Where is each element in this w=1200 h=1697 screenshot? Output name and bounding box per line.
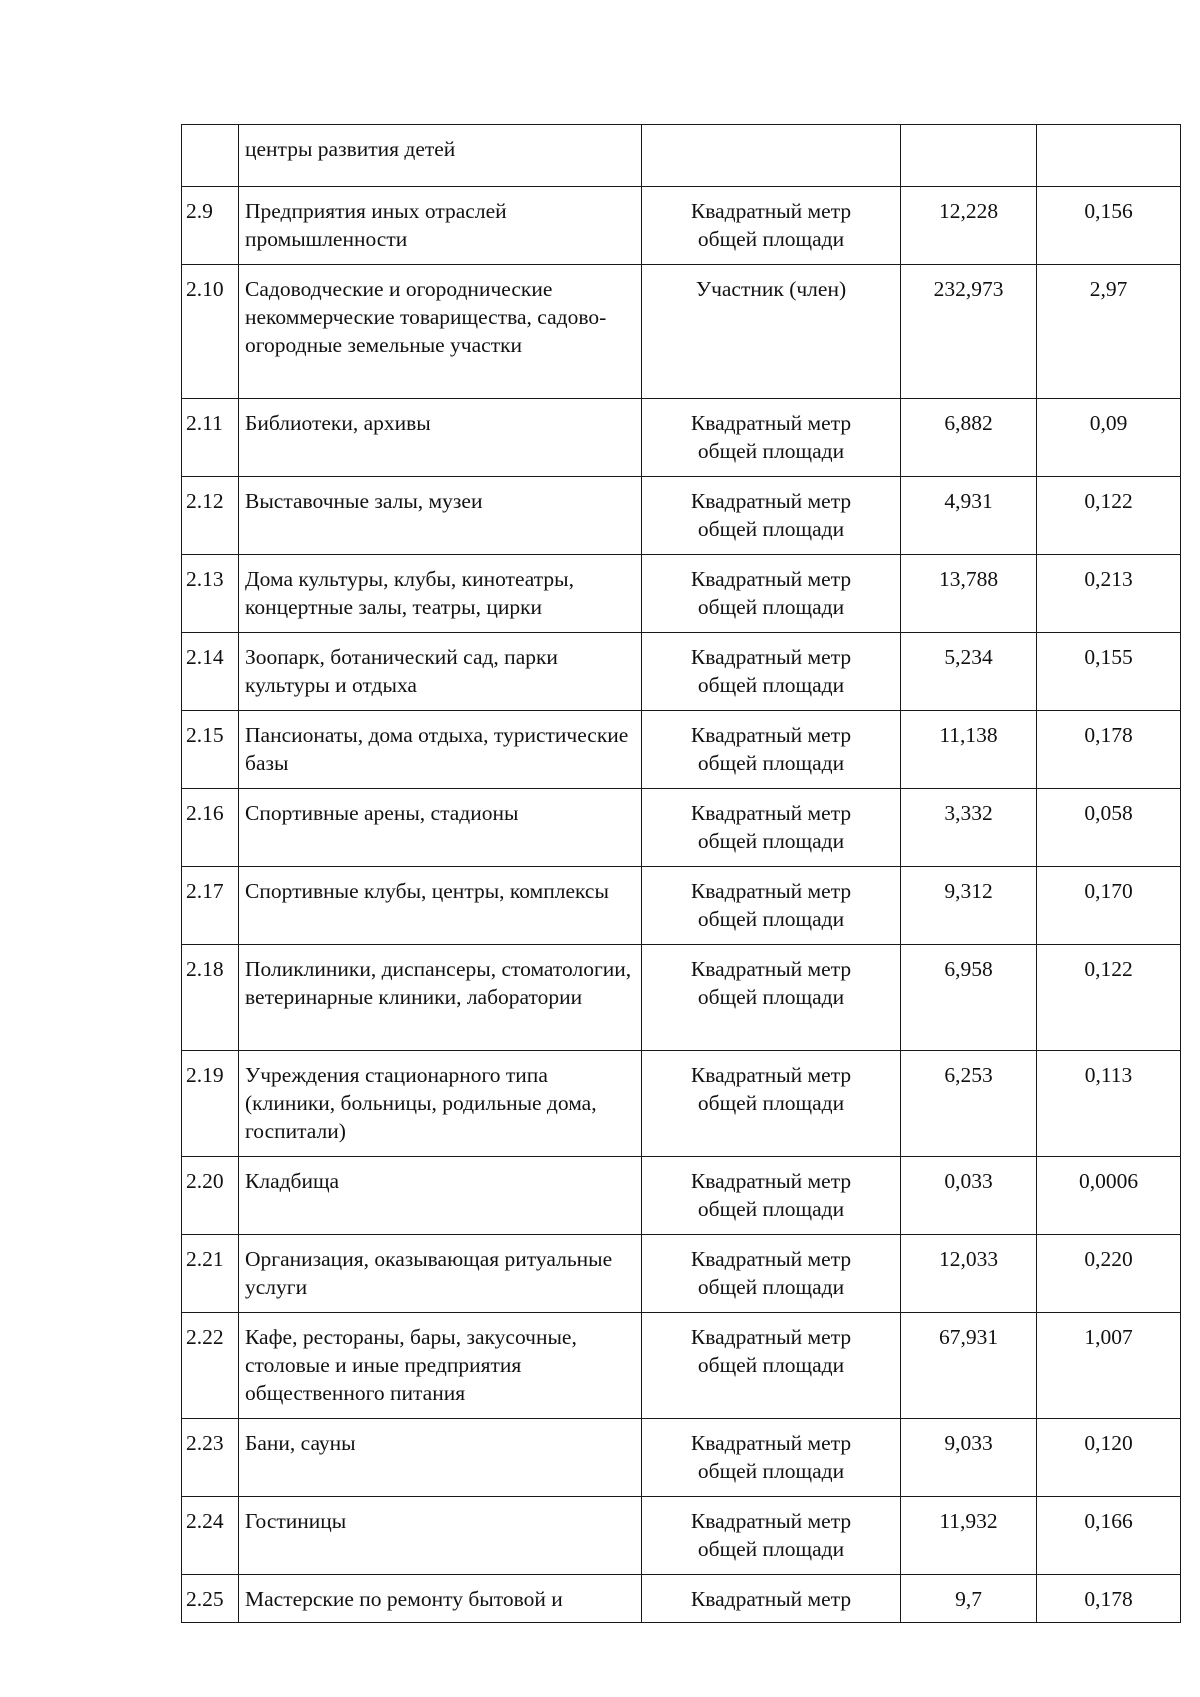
norm-value-cell: 0,170 bbox=[1037, 867, 1181, 945]
norm-value-cell: 0,213 bbox=[1037, 555, 1181, 633]
norms-table-body bbox=[182, 125, 1181, 1623]
unit-of-measure-cell bbox=[642, 125, 901, 187]
norm-value-cell: 0,178 bbox=[1037, 711, 1181, 789]
annual-norm-value-cell: 6,958 bbox=[901, 945, 1037, 1051]
object-name-cell: Библиотеки, архивы bbox=[239, 399, 642, 477]
annual-norm-value-cell: 9,7 bbox=[901, 1575, 1037, 1623]
object-name-cell: Бани, сауны bbox=[239, 1419, 642, 1497]
norms-table bbox=[181, 124, 1181, 1623]
unit-of-measure-cell: Квадратный метр общей площади bbox=[642, 711, 901, 789]
row-number-cell: 2.23 bbox=[182, 1419, 239, 1497]
object-name-cell: Зоопарк, ботанический сад, парки культуры и отдыха bbox=[239, 633, 642, 711]
object-name-cell: Учреждения стационарного типа (клиники, больницы, родильные дома, госпитали) bbox=[239, 1051, 642, 1157]
unit-of-measure-cell: Квадратный метр общей площади bbox=[642, 1235, 901, 1313]
annual-norm-value-cell: 5,234 bbox=[901, 633, 1037, 711]
row-number-cell: 2.19 bbox=[182, 1051, 239, 1157]
annual-norm-value-cell: 232,973 bbox=[901, 265, 1037, 399]
annual-norm-value-cell: 4,931 bbox=[901, 477, 1037, 555]
object-name-cell: Кафе, рестораны, бары, закусочные, столовые и иные предприятия общественного питания bbox=[239, 1313, 642, 1419]
annual-norm-value-cell: 11,932 bbox=[901, 1497, 1037, 1575]
row-number-cell: 2.25 bbox=[182, 1575, 239, 1623]
table-row bbox=[182, 187, 1181, 265]
norm-value-cell: 0,122 bbox=[1037, 945, 1181, 1051]
object-name-cell: Мастерские по ремонту бытовой и bbox=[239, 1575, 642, 1623]
unit-of-measure-cell: Квадратный метр общей площади bbox=[642, 555, 901, 633]
norm-value-cell: 0,155 bbox=[1037, 633, 1181, 711]
row-number-cell: 2.12 bbox=[182, 477, 239, 555]
row-number-cell: 2.20 bbox=[182, 1157, 239, 1235]
row-number-cell: 2.13 bbox=[182, 555, 239, 633]
table-row bbox=[182, 711, 1181, 789]
table-row bbox=[182, 477, 1181, 555]
row-number-cell: 2.11 bbox=[182, 399, 239, 477]
unit-of-measure-cell: Квадратный метр общей площади bbox=[642, 945, 901, 1051]
unit-of-measure-cell: Квадратный метр bbox=[642, 1575, 901, 1623]
table-row bbox=[182, 1235, 1181, 1313]
norm-value-cell: 1,007 bbox=[1037, 1313, 1181, 1419]
annual-norm-value-cell: 9,033 bbox=[901, 1419, 1037, 1497]
annual-norm-value-cell: 6,253 bbox=[901, 1051, 1037, 1157]
norm-value-cell: 0,09 bbox=[1037, 399, 1181, 477]
table-row bbox=[182, 399, 1181, 477]
table-row bbox=[182, 1497, 1181, 1575]
table-row bbox=[182, 1157, 1181, 1235]
table-row bbox=[182, 1051, 1181, 1157]
object-name-cell: Садоводческие и огороднические некоммерческие товарищества, садово-огородные земельные участки bbox=[239, 265, 642, 399]
object-name-cell: Гостиницы bbox=[239, 1497, 642, 1575]
row-number-cell: 2.18 bbox=[182, 945, 239, 1051]
object-name-cell: Спортивные клубы, центры, комплексы bbox=[239, 867, 642, 945]
row-number-cell: 2.10 bbox=[182, 265, 239, 399]
object-name-cell: центры развития детей bbox=[239, 125, 642, 187]
unit-of-measure-cell: Квадратный метр общей площади bbox=[642, 399, 901, 477]
table-row bbox=[182, 945, 1181, 1051]
row-number-cell: 2.14 bbox=[182, 633, 239, 711]
norm-value-cell: 0,113 bbox=[1037, 1051, 1181, 1157]
row-number-cell: 2.24 bbox=[182, 1497, 239, 1575]
table-row bbox=[182, 555, 1181, 633]
annual-norm-value-cell bbox=[901, 125, 1037, 187]
row-number-cell: 2.16 bbox=[182, 789, 239, 867]
table-row bbox=[182, 1575, 1181, 1623]
annual-norm-value-cell: 13,788 bbox=[901, 555, 1037, 633]
table-row bbox=[182, 125, 1181, 187]
unit-of-measure-cell: Квадратный метр общей площади bbox=[642, 1313, 901, 1419]
annual-norm-value-cell: 12,033 bbox=[901, 1235, 1037, 1313]
norm-value-cell bbox=[1037, 125, 1181, 187]
object-name-cell: Кладбища bbox=[239, 1157, 642, 1235]
unit-of-measure-cell: Квадратный метр общей площади bbox=[642, 1419, 901, 1497]
object-name-cell: Поликлиники, диспансеры, стоматологии, ветеринарные клиники, лаборатории bbox=[239, 945, 642, 1051]
unit-of-measure-cell: Квадратный метр общей площади bbox=[642, 187, 901, 265]
unit-of-measure-cell: Квадратный метр общей площади bbox=[642, 477, 901, 555]
unit-of-measure-cell: Квадратный метр общей площади bbox=[642, 1051, 901, 1157]
unit-of-measure-cell: Квадратный метр общей площади bbox=[642, 789, 901, 867]
table-row bbox=[182, 633, 1181, 711]
norm-value-cell: 0,220 bbox=[1037, 1235, 1181, 1313]
annual-norm-value-cell: 0,033 bbox=[901, 1157, 1037, 1235]
table-row bbox=[182, 867, 1181, 945]
annual-norm-value-cell: 11,138 bbox=[901, 711, 1037, 789]
annual-norm-value-cell: 67,931 bbox=[901, 1313, 1037, 1419]
unit-of-measure-cell: Участник (член) bbox=[642, 265, 901, 399]
unit-of-measure-cell: Квадратный метр общей площади bbox=[642, 1157, 901, 1235]
object-name-cell: Предприятия иных отраслей промышленности bbox=[239, 187, 642, 265]
annual-norm-value-cell: 6,882 bbox=[901, 399, 1037, 477]
row-number-cell: 2.22 bbox=[182, 1313, 239, 1419]
object-name-cell: Пансионаты, дома отдыха, туристические базы bbox=[239, 711, 642, 789]
norm-value-cell: 0,156 bbox=[1037, 187, 1181, 265]
unit-of-measure-cell: Квадратный метр общей площади bbox=[642, 633, 901, 711]
object-name-cell: Организация, оказывающая ритуальные услуги bbox=[239, 1235, 642, 1313]
annual-norm-value-cell: 9,312 bbox=[901, 867, 1037, 945]
row-number-cell: 2.21 bbox=[182, 1235, 239, 1313]
annual-norm-value-cell: 3,332 bbox=[901, 789, 1037, 867]
norm-value-cell: 0,120 bbox=[1037, 1419, 1181, 1497]
table-row bbox=[182, 265, 1181, 399]
table-row bbox=[182, 1419, 1181, 1497]
norm-value-cell: 2,97 bbox=[1037, 265, 1181, 399]
norm-value-cell: 0,058 bbox=[1037, 789, 1181, 867]
unit-of-measure-cell: Квадратный метр общей площади bbox=[642, 867, 901, 945]
unit-of-measure-cell: Квадратный метр общей площади bbox=[642, 1497, 901, 1575]
row-number-cell: 2.9 bbox=[182, 187, 239, 265]
table-row bbox=[182, 1313, 1181, 1419]
annual-norm-value-cell: 12,228 bbox=[901, 187, 1037, 265]
norm-value-cell: 0,0006 bbox=[1037, 1157, 1181, 1235]
object-name-cell: Дома культуры, клубы, кинотеатры, концертные залы, театры, цирки bbox=[239, 555, 642, 633]
row-number-cell: 2.17 bbox=[182, 867, 239, 945]
table-row bbox=[182, 789, 1181, 867]
row-number-cell: 2.15 bbox=[182, 711, 239, 789]
row-number-cell bbox=[182, 125, 239, 187]
object-name-cell: Выставочные залы, музеи bbox=[239, 477, 642, 555]
norm-value-cell: 0,122 bbox=[1037, 477, 1181, 555]
norm-value-cell: 0,166 bbox=[1037, 1497, 1181, 1575]
object-name-cell: Спортивные арены, стадионы bbox=[239, 789, 642, 867]
norm-value-cell: 0,178 bbox=[1037, 1575, 1181, 1623]
